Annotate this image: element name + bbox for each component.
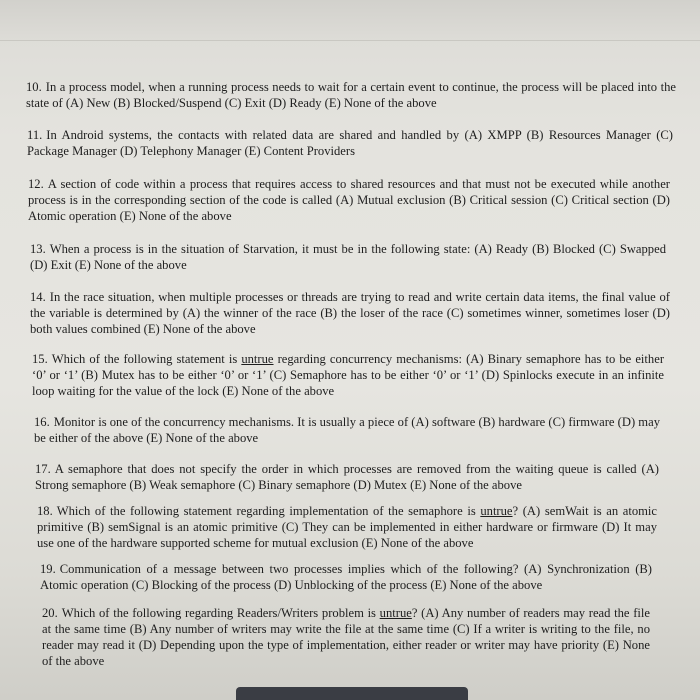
question-12-text: A section of code within a process that requires access to shared resources and that must not be executed while another process is in the corresponding section of the code is called (A) Mutual exclusion (B) Critical session (C) Critical section (D) Atomic operation (E) None of the above xyxy=(28,177,670,223)
question-16: 16. Monitor is one of the concurrency mechanisms. It is usually a piece of (A) software (B) hardware (C) firmware (D) may be either of the above (E) None of the above xyxy=(34,415,660,445)
question-13: 13. When a process is in the situation of Starvation, it must be in the following state: (A) Ready (B) Blocked (C) Swapped (D) Exit (E) None of the above xyxy=(30,242,666,272)
question-10: 10. In a process model, when a running process needs to wait for a certain event to continue, the process will be placed into the state of (A) New (B) Blocked/Suspend (C) Exit (D) Ready (E) None of the above xyxy=(26,80,676,110)
question-17-text: A semaphore that does not specify the order in which processes are removed from the waiting queue is called (A) Strong semaphore (B) Weak semaphore (C) Binary semaphore (D) Mutex (E) None of the above xyxy=(35,462,659,492)
question-16-text: Monitor is one of the concurrency mechanisms. It is usually a piece of (A) software (B) hardware (C) firmware (D) may be either of the above (E) None of the above xyxy=(34,415,660,445)
partial-bottom-button[interactable] xyxy=(236,687,468,700)
question-19: 19. Communication of a message between two processes implies which of the following? (A) Synchronization (B) Atomic operation (C) Blocking of the process (D) Unblocking of the process (E) None of the above xyxy=(40,562,652,592)
question-11-text: In Android systems, the contacts with related data are shared and handled by (A) XMPP (B) Resources Manager (C) Package Manager (D) Telephony Manager (E) Content Providers xyxy=(27,128,673,158)
question-14-text: In the race situation, when multiple processes or threads are trying to read and write certain data items, the final value of the variable is determined by (A) the winner of the race (B) the loser of the race (C) sometimes winner, sometimes loser (D) both values combined (E) None of the above xyxy=(30,290,670,336)
question-11: 11. In Android systems, the contacts with related data are shared and handled by (A) XMPP (B) Resources Manager (C) Package Manager (D) Telephony Manager (E) Content Providers xyxy=(27,128,673,158)
untrue-emphasis: untrue xyxy=(480,504,513,518)
question-14: 14. In the race situation, when multiple processes or threads are trying to read and write certain data items, the final value of the variable is determined by (A) the winner of the race (B) the loser of the race (C) sometimes winner, sometimes loser (D) both values combined (E) None of the above xyxy=(30,290,670,336)
question-17: 17. A semaphore that does not specify the order in which processes are removed from the waiting queue is called (A) Strong semaphore (B) Weak semaphore (C) Binary semaphore (D) Mutex (E) None of the above xyxy=(35,462,659,492)
question-15: 15. Which of the following statement is untrue regarding concurrency mechanisms: (A) Binary semaphore has to be either ‘0’ or ‘1’ (B) Mutex has to be either ‘0’ or ‘1’ (C) Semaphore has to be either ‘0’ or ‘1’ (D) Spinlocks execute in an infinite loop waiting for the value of the lock (E) None of the above xyxy=(32,352,665,398)
untrue-emphasis: untrue xyxy=(241,352,274,366)
untrue-emphasis: untrue xyxy=(379,606,412,620)
question-10-text: In a process model, when a running process needs to wait for a certain event to continue, the process will be placed into the state of (A) New (B) Blocked/Suspend (C) Exit (D) Ready (E) None of the above xyxy=(26,80,676,110)
question-18: 18. Which of the following statement regarding implementation of the semaphore is untrue? (A) semWait is an atomic primitive (B) semSignal is an atomic primitive (C) They can be implemented in either hardware or firmware (D) It may use one of the hardware supported scheme for mutual exclusion (E) None of the above xyxy=(37,504,657,550)
question-13-text: When a process is in the situation of Starvation, it must be in the following state: (A) Ready (B) Blocked (C) Swapped (D) Exit (E) None of the above xyxy=(30,242,666,272)
question-19-text: Communication of a message between two processes implies which of the following? (A) Synchronization (B) Atomic operation (C) Blocking of the process (D) Unblocking of the process (E) None of the above xyxy=(40,562,652,592)
question-20: 20. Which of the following regarding Readers/Writers problem is untrue? (A) Any number of readers may read the file at the same time (B) Any number of writers may write the file at the same time (C) If a writer is writing to the file, no reader may read it (D) Depending upon the type of implementation, either reader or writer may have priority (E) None of the above xyxy=(42,606,650,668)
question-12: 12. A section of code within a process that requires access to shared resources and that must not be executed while another process is in the corresponding section of the code is called (A) Mutual exclusion (B) Critical session (C) Critical section (D) Atomic operation (E) None of the above xyxy=(28,177,670,223)
